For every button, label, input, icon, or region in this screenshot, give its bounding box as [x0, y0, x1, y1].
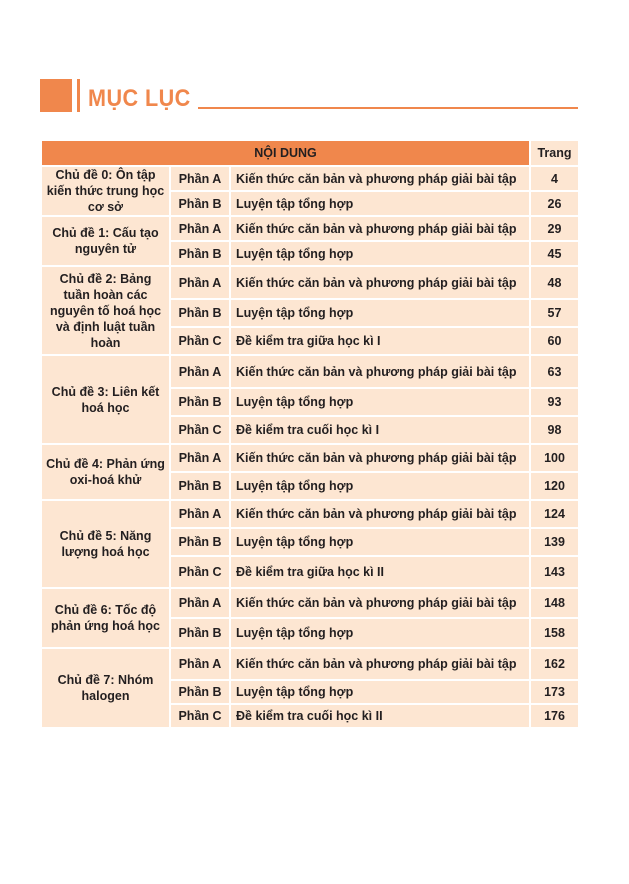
section-page: 45	[530, 241, 579, 266]
section-page: 148	[530, 588, 579, 618]
section-title: Kiến thức căn bản và phương pháp giải bài tập	[230, 500, 530, 528]
section-part: Phần A	[170, 648, 230, 680]
section-page: 60	[530, 327, 579, 355]
section-part: Phần B	[170, 528, 230, 556]
page-title: MỤC LỤC	[88, 85, 191, 112]
section-part: Phần C	[170, 327, 230, 355]
section-part: Phần A	[170, 266, 230, 299]
topic-title: Chủ đề 7: Nhóm halogen	[41, 648, 170, 728]
toc-table	[40, 139, 580, 729]
header-rule	[198, 107, 578, 109]
section-title: Kiến thức căn bản và phương pháp giải bài tập	[230, 588, 530, 618]
section-part: Phần C	[170, 704, 230, 728]
section-page: 48	[530, 266, 579, 299]
section-page: 26	[530, 191, 579, 216]
toc-row	[41, 444, 579, 472]
section-page: 93	[530, 388, 579, 416]
section-title: Luyện tập tổng hợp	[230, 388, 530, 416]
topic-title: Chủ đề 2: Bảng tuần hoàn các nguyên tố hoá học và định luật tuần hoàn	[41, 266, 170, 355]
section-page: 176	[530, 704, 579, 728]
section-part: Phần A	[170, 444, 230, 472]
section-title: Luyện tập tổng hợp	[230, 472, 530, 500]
section-page: 98	[530, 416, 579, 444]
section-part: Phần A	[170, 216, 230, 241]
topic-title: Chủ đề 3: Liên kết hoá học	[41, 355, 170, 444]
section-part: Phần B	[170, 680, 230, 704]
topic-title: Chủ đề 4: Phản ứng oxi-hoá khử	[41, 444, 170, 500]
toc-row	[41, 588, 579, 618]
topic-title: Chủ đề 6: Tốc độ phản ứng hoá học	[41, 588, 170, 648]
section-title: Kiến thức căn bản và phương pháp giải bài tập	[230, 444, 530, 472]
section-title: Kiến thức căn bản và phương pháp giải bài tập	[230, 166, 530, 191]
section-page: 173	[530, 680, 579, 704]
toc-header-row	[41, 140, 579, 166]
section-part: Phần A	[170, 166, 230, 191]
section-title: Luyện tập tổng hợp	[230, 680, 530, 704]
section-title: Luyện tập tổng hợp	[230, 528, 530, 556]
topic-title: Chủ đề 0: Ôn tập kiến thức trung học cơ sở	[41, 166, 170, 216]
header-bar-mark	[77, 79, 80, 112]
toc-row	[41, 166, 579, 191]
toc-row	[41, 648, 579, 680]
section-part: Phần A	[170, 355, 230, 388]
section-title: Kiến thức căn bản và phương pháp giải bài tập	[230, 648, 530, 680]
section-part: Phần A	[170, 588, 230, 618]
section-title: Kiến thức căn bản và phương pháp giải bài tập	[230, 266, 530, 299]
section-part: Phần B	[170, 241, 230, 266]
toc-row	[41, 355, 579, 388]
section-page: 120	[530, 472, 579, 500]
section-title: Kiến thức căn bản và phương pháp giải bài tập	[230, 355, 530, 388]
section-page: 158	[530, 618, 579, 648]
section-page: 100	[530, 444, 579, 472]
section-part: Phần A	[170, 500, 230, 528]
section-page: 139	[530, 528, 579, 556]
section-page: 29	[530, 216, 579, 241]
section-title: Kiến thức căn bản và phương pháp giải bài tập	[230, 216, 530, 241]
header-square-mark	[40, 79, 72, 112]
toc-row	[41, 266, 579, 299]
section-title: Luyện tập tổng hợp	[230, 191, 530, 216]
page-header	[0, 0, 629, 130]
section-page: 4	[530, 166, 579, 191]
section-page: 162	[530, 648, 579, 680]
section-title: Đề kiểm tra giữa học kì I	[230, 327, 530, 355]
section-page: 57	[530, 299, 579, 327]
section-part: Phần B	[170, 618, 230, 648]
section-part: Phần C	[170, 556, 230, 588]
section-part: Phần B	[170, 388, 230, 416]
section-title: Đề kiểm tra cuối học kì II	[230, 704, 530, 728]
header-page: Trang	[530, 140, 579, 166]
topic-title: Chủ đề 5: Năng lượng hoá học	[41, 500, 170, 588]
toc-row	[41, 500, 579, 528]
section-page: 63	[530, 355, 579, 388]
section-part: Phần B	[170, 299, 230, 327]
toc-row	[41, 216, 579, 241]
section-title: Đề kiểm tra giữa học kì II	[230, 556, 530, 588]
section-part: Phần B	[170, 191, 230, 216]
section-page: 143	[530, 556, 579, 588]
section-part: Phần B	[170, 472, 230, 500]
toc-body	[41, 166, 579, 728]
section-title: Đề kiểm tra cuối học kì I	[230, 416, 530, 444]
section-title: Luyện tập tổng hợp	[230, 241, 530, 266]
section-part: Phần C	[170, 416, 230, 444]
topic-title: Chủ đề 1: Cấu tạo nguyên tử	[41, 216, 170, 266]
section-title: Luyện tập tổng hợp	[230, 618, 530, 648]
section-page: 124	[530, 500, 579, 528]
header-content: NỘI DUNG	[41, 140, 530, 166]
section-title: Luyện tập tổng hợp	[230, 299, 530, 327]
